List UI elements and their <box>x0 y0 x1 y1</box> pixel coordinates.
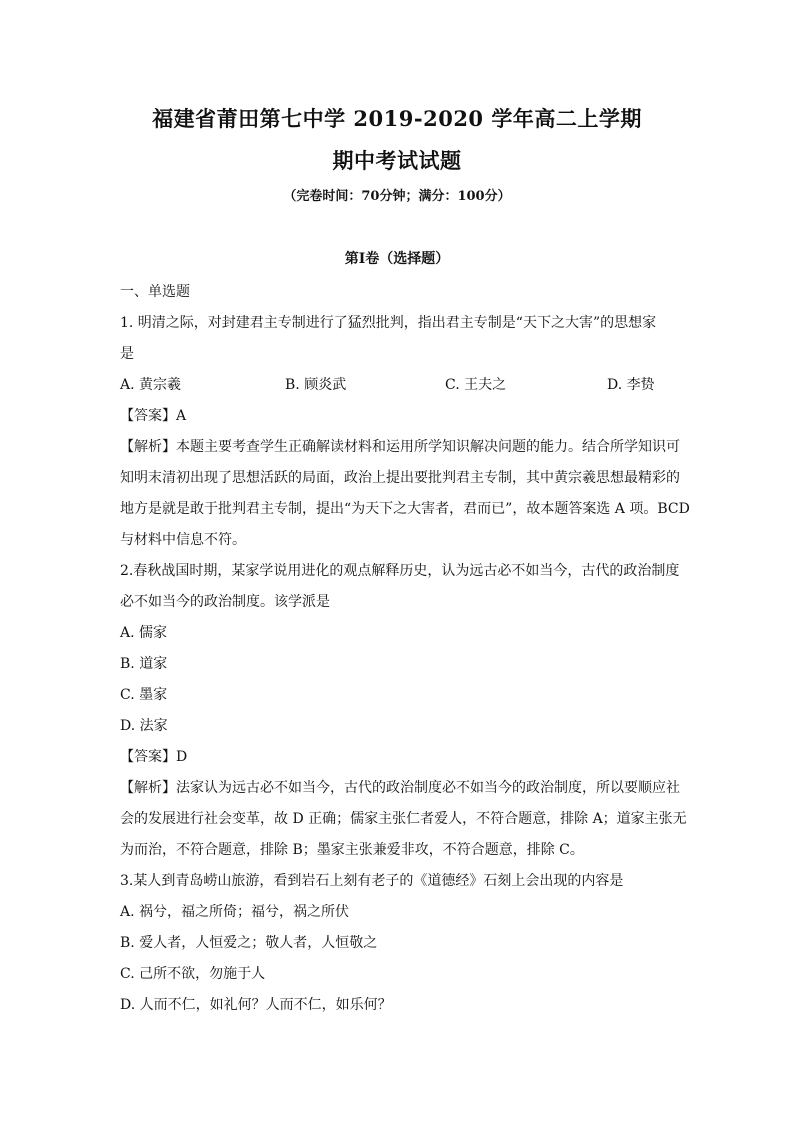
q1-analysis-line3: 地方是就是敢于批判君主专制，提出“为天下之大害者，君而已”，故本题答案选 A 项。BCD <box>120 501 690 517</box>
question-body <box>120 277 690 1021</box>
section-heading: 第Ⅰ卷（选择题） <box>344 251 450 267</box>
q2-analysis-line1: 【解析】法家认为远古必不如当今，古代的政治制度必不如当今的政治制度，所以要顺应社 <box>120 780 680 796</box>
q1-options <box>120 370 680 401</box>
q1-stem-line2: 是 <box>120 346 134 362</box>
q1-stem-line1: 1. 明清之际，对封建君主专制进行了猛烈批判，指出君主专制是“天下之大害”的思想家 <box>120 315 657 331</box>
q2-stem-line1: 2.春秋战国时期，某家学说用进化的观点解释历史，认为远古必不如当今，古代的政治制度 <box>120 563 680 579</box>
q2-analysis-line2: 会的发展进行社会变革，故 D 正确；儒家主张仁者爱人，不符合题意，排除 A；道家主张无 <box>120 811 687 827</box>
q1-option-c: C. 王夫之 <box>445 377 507 393</box>
q3-option-b: B. 爱人者，人恒爱之；敬人者，人恒敬之 <box>120 935 378 951</box>
q1-answer: 【答案】A <box>120 408 187 424</box>
q2-option-a: A. 儒家 <box>120 625 168 641</box>
q2-answer: 【答案】D <box>120 749 188 765</box>
exam-title-line1: 福建省莆田第七中学 2019-2020 学年高二上学期 <box>152 106 642 131</box>
q2-option-d: D. 法家 <box>120 718 168 734</box>
q3-option-d: D. 人而不仁，如礼何？人而不仁，如乐何？ <box>120 997 392 1013</box>
q2-option-b: B. 道家 <box>120 656 168 672</box>
q1-analysis-line4: 与材料中信息不符。 <box>120 532 246 548</box>
part-heading: 一、单选题 <box>120 284 190 300</box>
exam-title-line2: 期中考试试题 <box>332 148 462 173</box>
q2-option-c: C. 墨家 <box>120 687 168 703</box>
q1-analysis-line2: 知明末清初出现了思想活跃的局面，政治上提出要批判君主专制，其中黄宗羲思想最精彩的 <box>120 470 680 486</box>
q1-option-d: D. 李贽 <box>607 377 655 393</box>
q3-option-c: C. 己所不欲，勿施于人 <box>120 966 266 982</box>
q3-stem-line1: 3.某人到青岛崂山旅游，看到岩石上刻有老子的《道德经》石刻上会出现的内容是 <box>120 873 624 889</box>
q3-option-a: A. 祸兮，福之所倚；福兮，祸之所伏 <box>120 904 350 920</box>
q1-option-b: B. 顾炎武 <box>285 377 347 393</box>
exam-subtitle: （完卷时间：70分钟；满分：100分） <box>283 189 511 204</box>
q1-option-a: A. 黄宗羲 <box>120 377 182 393</box>
q2-analysis-line3: 为而治，不符合题意，排除 B；墨家主张兼爱非攻，不符合题意，排除 C。 <box>120 842 584 858</box>
q1-analysis-line1: 【解析】本题主要考查学生正确解读材料和运用所学知识解决问题的能力。结合所学知识可 <box>120 439 680 455</box>
q2-stem-line2: 必不如当今的政治制度。该学派是 <box>120 594 330 610</box>
